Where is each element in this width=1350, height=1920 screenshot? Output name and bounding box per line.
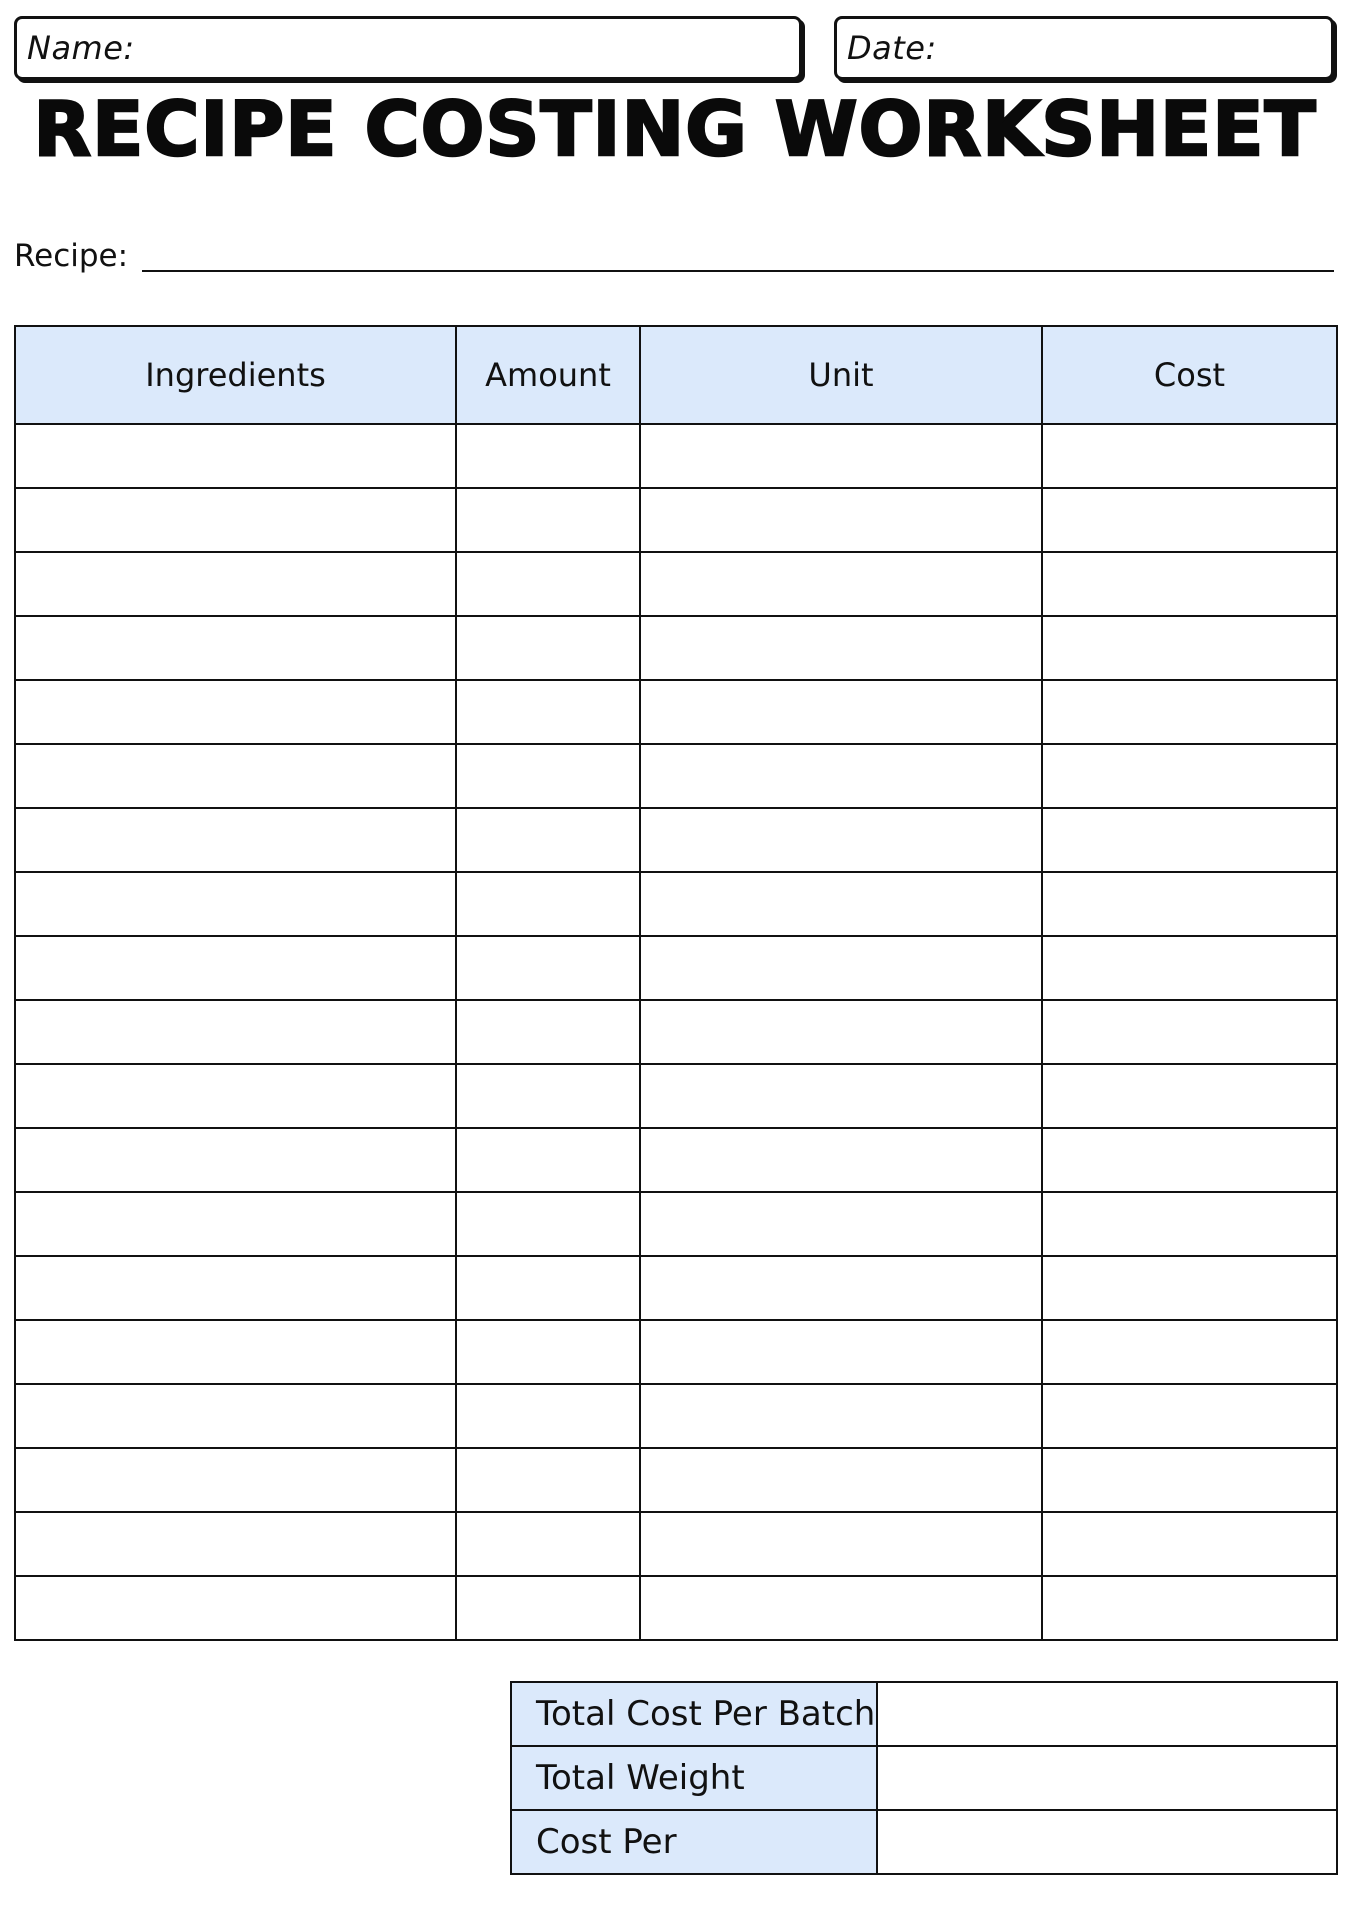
total-weight-value-cell[interactable] (877, 1746, 1337, 1810)
cost-cell[interactable] (1042, 1512, 1337, 1576)
total-weight-label: Total Weight (511, 1746, 877, 1810)
ingredient-cell[interactable] (15, 1320, 456, 1384)
unit-cell[interactable] (640, 1448, 1042, 1512)
amount-cell[interactable] (456, 552, 640, 616)
column-header-unit: Unit (640, 326, 1042, 424)
table-row (15, 1384, 1337, 1448)
ingredient-cell[interactable] (15, 1256, 456, 1320)
cost-cell[interactable] (1042, 1320, 1337, 1384)
unit-cell[interactable] (640, 552, 1042, 616)
unit-cell[interactable] (640, 936, 1042, 1000)
table-row (15, 680, 1337, 744)
totals-row-cost-per (511, 1810, 1337, 1874)
total-cost-per-batch-label: Total Cost Per Batch (511, 1682, 877, 1746)
amount-cell[interactable] (456, 1384, 640, 1448)
amount-cell[interactable] (456, 1064, 640, 1128)
unit-cell[interactable] (640, 1512, 1042, 1576)
amount-cell[interactable] (456, 1000, 640, 1064)
table-row (15, 552, 1337, 616)
recipe-label: Recipe: (14, 238, 129, 274)
ingredient-cell[interactable] (15, 1128, 456, 1192)
unit-cell[interactable] (640, 808, 1042, 872)
table-row (15, 1192, 1337, 1256)
cost-cell[interactable] (1042, 872, 1337, 936)
table-row (15, 744, 1337, 808)
column-header-ingredients: Ingredients (15, 326, 456, 424)
date-label: Date: (847, 29, 937, 67)
table-row (15, 488, 1337, 552)
cost-cell[interactable] (1042, 1448, 1337, 1512)
cost-cell[interactable] (1042, 1576, 1337, 1640)
ingredient-cell[interactable] (15, 936, 456, 1000)
cost-per-label: Cost Per (511, 1810, 877, 1874)
table-row (15, 1512, 1337, 1576)
ingredient-cell[interactable] (15, 680, 456, 744)
unit-cell[interactable] (640, 616, 1042, 680)
cost-cell[interactable] (1042, 488, 1337, 552)
cost-cell[interactable] (1042, 680, 1337, 744)
cost-cell[interactable] (1042, 1256, 1337, 1320)
table-row (15, 1320, 1337, 1384)
unit-cell[interactable] (640, 1000, 1042, 1064)
ingredient-cell[interactable] (15, 808, 456, 872)
cost-cell[interactable] (1042, 424, 1337, 488)
table-row (15, 1448, 1337, 1512)
ingredient-cell[interactable] (15, 1384, 456, 1448)
recipe-input-line[interactable] (142, 270, 1334, 272)
amount-cell[interactable] (456, 488, 640, 552)
table-header-row (15, 326, 1337, 424)
amount-cell[interactable] (456, 936, 640, 1000)
unit-cell[interactable] (640, 424, 1042, 488)
table-row (15, 1000, 1337, 1064)
ingredients-table (14, 325, 1338, 1641)
unit-cell[interactable] (640, 1192, 1042, 1256)
ingredient-cell[interactable] (15, 1448, 456, 1512)
name-field[interactable] (14, 16, 802, 80)
ingredient-cell[interactable] (15, 1064, 456, 1128)
recipe-field (14, 232, 1334, 280)
cost-cell[interactable] (1042, 1192, 1337, 1256)
totals-row-cost-per-batch (511, 1682, 1337, 1746)
amount-cell[interactable] (456, 1128, 640, 1192)
unit-cell[interactable] (640, 1320, 1042, 1384)
amount-cell[interactable] (456, 1448, 640, 1512)
ingredient-cell[interactable] (15, 1000, 456, 1064)
cost-cell[interactable] (1042, 936, 1337, 1000)
ingredients-table-body (15, 424, 1337, 1640)
unit-cell[interactable] (640, 680, 1042, 744)
cost-cell[interactable] (1042, 616, 1337, 680)
worksheet-title: RECIPE COSTING WORKSHEET (33, 85, 1317, 173)
totals-table (510, 1681, 1338, 1875)
unit-cell[interactable] (640, 1384, 1042, 1448)
name-label: Name: (27, 29, 135, 67)
amount-cell[interactable] (456, 808, 640, 872)
amount-cell[interactable] (456, 680, 640, 744)
date-field[interactable] (834, 16, 1334, 80)
amount-cell[interactable] (456, 424, 640, 488)
ingredient-cell[interactable] (15, 744, 456, 808)
unit-cell[interactable] (640, 1576, 1042, 1640)
table-row (15, 1064, 1337, 1128)
cost-cell[interactable] (1042, 1384, 1337, 1448)
cost-per-value-cell[interactable] (877, 1810, 1337, 1874)
column-header-amount: Amount (456, 326, 640, 424)
ingredient-cell[interactable] (15, 872, 456, 936)
unit-cell[interactable] (640, 744, 1042, 808)
amount-cell[interactable] (456, 616, 640, 680)
cost-cell[interactable] (1042, 1128, 1337, 1192)
table-row (15, 808, 1337, 872)
ingredient-cell[interactable] (15, 616, 456, 680)
ingredient-cell[interactable] (15, 552, 456, 616)
amount-cell[interactable] (456, 1320, 640, 1384)
ingredient-cell[interactable] (15, 1512, 456, 1576)
amount-cell[interactable] (456, 1512, 640, 1576)
cost-cell[interactable] (1042, 744, 1337, 808)
amount-cell[interactable] (456, 872, 640, 936)
cost-cell[interactable] (1042, 552, 1337, 616)
ingredient-cell[interactable] (15, 1576, 456, 1640)
table-row (15, 936, 1337, 1000)
cost-cell[interactable] (1042, 1000, 1337, 1064)
amount-cell[interactable] (456, 1192, 640, 1256)
table-row (15, 424, 1337, 488)
table-row (15, 1128, 1337, 1192)
unit-cell[interactable] (640, 1064, 1042, 1128)
table-row (15, 1256, 1337, 1320)
amount-cell[interactable] (456, 1256, 640, 1320)
table-row (15, 872, 1337, 936)
ingredient-cell[interactable] (15, 488, 456, 552)
ingredient-cell[interactable] (15, 1192, 456, 1256)
unit-cell[interactable] (640, 488, 1042, 552)
amount-cell[interactable] (456, 1576, 640, 1640)
column-header-cost: Cost (1042, 326, 1337, 424)
ingredient-cell[interactable] (15, 424, 456, 488)
unit-cell[interactable] (640, 1256, 1042, 1320)
unit-cell[interactable] (640, 872, 1042, 936)
cost-cell[interactable] (1042, 808, 1337, 872)
unit-cell[interactable] (640, 1128, 1042, 1192)
table-row (15, 1576, 1337, 1640)
table-row (15, 616, 1337, 680)
totals-row-total-weight (511, 1746, 1337, 1810)
cost-cell[interactable] (1042, 1064, 1337, 1128)
amount-cell[interactable] (456, 744, 640, 808)
total-cost-per-batch-value-cell[interactable] (877, 1682, 1337, 1746)
